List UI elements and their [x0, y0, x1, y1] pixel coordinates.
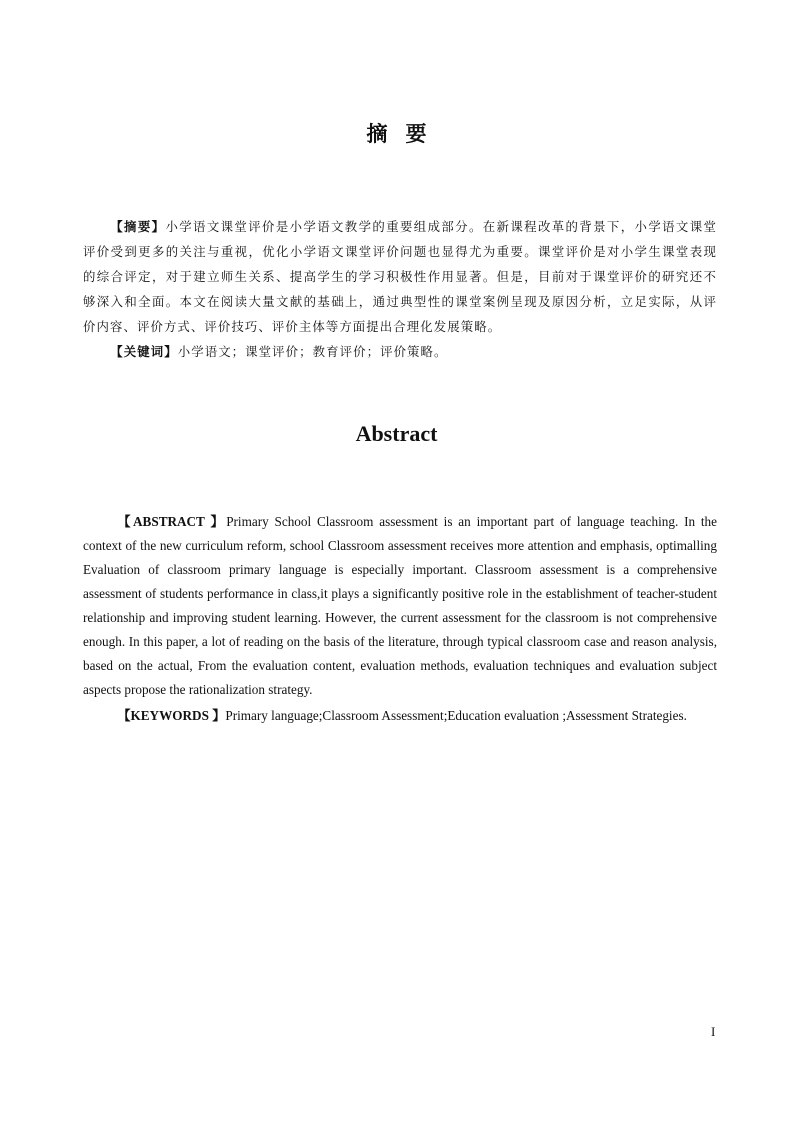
chinese-abstract-paragraph — [83, 214, 717, 339]
chinese-abstract-label: 【摘要】 — [110, 219, 166, 234]
english-abstract-title: Abstract — [355, 421, 438, 446]
chinese-abstract-section — [83, 214, 717, 364]
english-abstract-label: 【ABSTRACT 】 — [117, 514, 227, 529]
english-abstract-text: Primary School Classroom assessment is an important part of language teaching. In the context of the new curriculum reform, school Classroom assessment receives more attention and emphasis, optimalling Evaluation of classroom primary language is especially important. Classroom assessment is a comprehensive assessment of students performance in class,it plays a significantly positive role in the establishment of teacher-student relationship and improving student learning. However, the current assessment for the classroom is not comprehensive enough. In this paper, a lot of reading on the basis of the literature, through typical classroom case and reason analysis, based on the actual, From the evaluation content, evaluation methods, evaluation techniques and evaluation subject aspects propose the rationalization strategy. — [83, 514, 718, 697]
chinese-abstract-text: 小学语文课堂评价是小学语文教学的重要组成部分。在新课程改革的背景下，小学语文课堂评价受到更多的关注与重视，优化小学语文课堂评价问题也显得尤为重要。课堂评价是对小学生课堂表现的综合评定，对于建立师生关系、提高学生的学习积极性作用显著。但是，目前对于课堂评价的研究还不够深入和全面。本文在阅读大量文献的基础上，通过典型性的课堂案例呈现及原因分析，立足实际，从评价内容、评价方式、评价技巧、评价主体等方面提出合理化发展策略。 — [83, 219, 717, 334]
english-abstract-section — [83, 510, 717, 728]
english-keywords-label: 【KEYWORDS 】 — [117, 708, 226, 723]
english-keywords-paragraph — [83, 704, 717, 728]
english-keywords-text: Primary language;Classroom Assessment;Education evaluation ;Assessment Strategies. — [225, 708, 687, 723]
english-abstract-paragraph — [83, 510, 717, 702]
chinese-keywords-label: 【关键词】 — [110, 344, 178, 359]
chinese-keywords-paragraph — [83, 339, 717, 364]
page-number: I — [711, 1024, 716, 1039]
chinese-keywords-text: 小学语文；课堂评价；教育评价；评价策略。 — [177, 344, 448, 359]
chinese-abstract-title: 摘要 — [366, 122, 445, 146]
